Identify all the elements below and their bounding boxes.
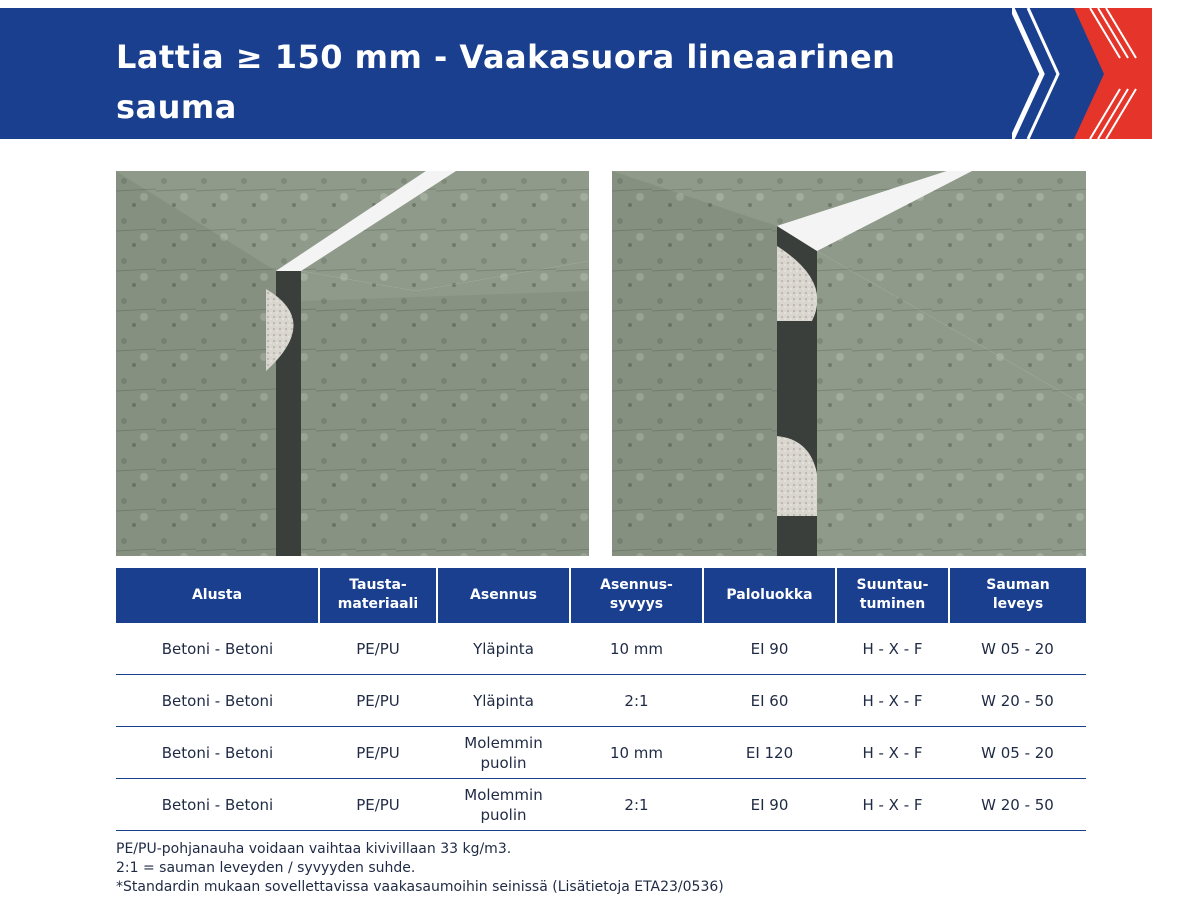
brand-chevron-logo — [1012, 8, 1152, 139]
page-title: Lattia ≥ 150 mm - Vaakasuora lineaarinen sauma — [116, 38, 896, 126]
illustration-both-sides-sealing — [612, 171, 1086, 556]
cell-sauman-leveys: W 20 - 50 — [949, 675, 1086, 727]
cell-paloluokka: EI 90 — [703, 779, 836, 831]
column-header: Sauman leveys — [949, 568, 1086, 623]
footnotes — [116, 840, 1076, 897]
cell-asennussyvyys: 10 mm — [570, 623, 703, 675]
table-row — [116, 623, 1086, 675]
cell-asennus: Yläpinta — [437, 623, 570, 675]
column-header: Asennus — [437, 568, 570, 623]
column-header: Suuntau- tuminen — [836, 568, 949, 623]
table-row — [116, 727, 1086, 779]
cell-alusta: Betoni - Betoni — [116, 623, 319, 675]
cell-suuntautuminen: H - X - F — [836, 779, 949, 831]
cell-sauman-leveys: W 05 - 20 — [949, 727, 1086, 779]
cell-taustamateriaali: PE/PU — [319, 623, 437, 675]
cell-alusta: Betoni - Betoni — [116, 779, 319, 831]
specification-table — [116, 568, 1086, 831]
footnote: 2:1 = sauman leveyden / syvyyden suhde. — [116, 860, 416, 876]
footnote: *Standardin mukaan sovellettavissa vaakasaumoihin seinissä (Lisätietoja ETA23/0536) — [116, 879, 724, 895]
cell-taustamateriaali: PE/PU — [319, 727, 437, 779]
cell-sauman-leveys: W 05 - 20 — [949, 623, 1086, 675]
title-banner — [0, 8, 1152, 139]
table-row — [116, 675, 1086, 727]
illustration-top-sealing — [116, 171, 589, 556]
cell-asennus: Molemmin puolin — [437, 727, 570, 779]
cell-asennus: Yläpinta — [437, 675, 570, 727]
column-header: Alusta — [116, 568, 319, 623]
cell-suuntautuminen: H - X - F — [836, 727, 949, 779]
cell-paloluokka: EI 90 — [703, 623, 836, 675]
footnote: PE/PU-pohjanauha voidaan vaihtaa kivivillaan 33 kg/m3. — [116, 841, 512, 857]
column-header: Tausta- materiaali — [319, 568, 437, 623]
column-header: Asennus- syvyys — [570, 568, 703, 623]
cell-asennussyvyys: 10 mm — [570, 727, 703, 779]
cell-asennus: Molemmin puolin — [437, 779, 570, 831]
cell-alusta: Betoni - Betoni — [116, 675, 319, 727]
cell-suuntautuminen: H - X - F — [836, 623, 949, 675]
table-row — [116, 779, 1086, 831]
cell-paloluokka: EI 120 — [703, 727, 836, 779]
cell-suuntautuminen: H - X - F — [836, 675, 949, 727]
cell-taustamateriaali: PE/PU — [319, 779, 437, 831]
cell-paloluokka: EI 60 — [703, 675, 836, 727]
cell-alusta: Betoni - Betoni — [116, 727, 319, 779]
column-header: Paloluokka — [703, 568, 836, 623]
table-header-row — [116, 568, 1086, 623]
cell-asennussyvyys: 2:1 — [570, 675, 703, 727]
cell-sauman-leveys: W 20 - 50 — [949, 779, 1086, 831]
cell-taustamateriaali: PE/PU — [319, 675, 437, 727]
cell-asennussyvyys: 2:1 — [570, 779, 703, 831]
